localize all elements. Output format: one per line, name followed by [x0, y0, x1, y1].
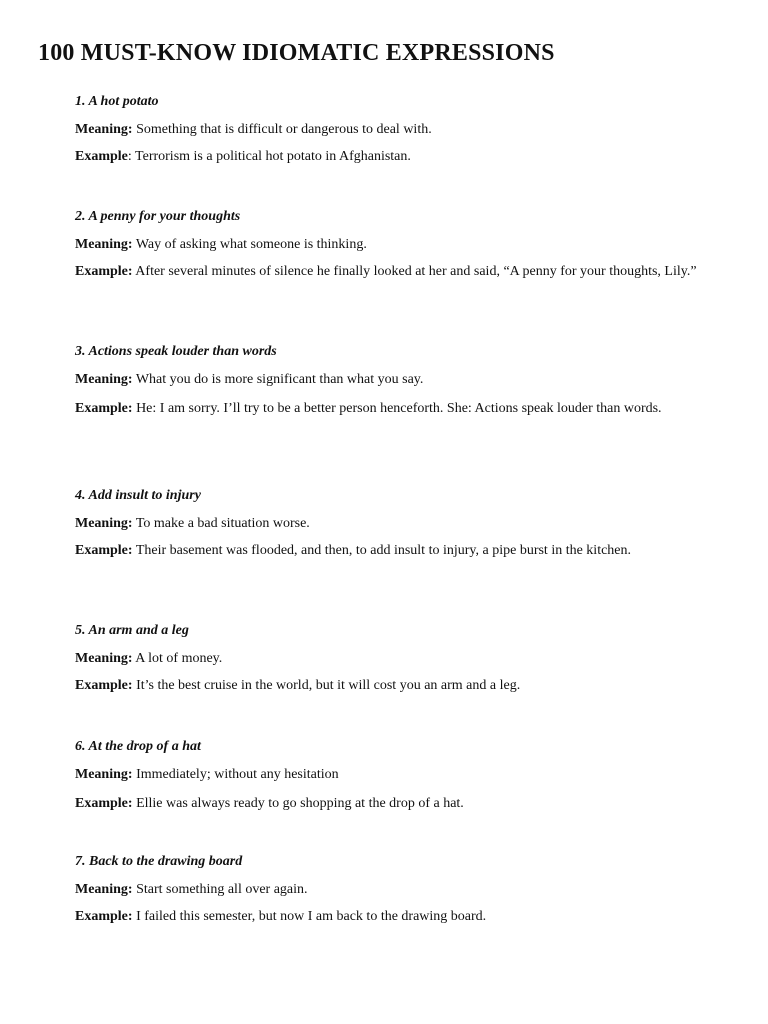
example-label: Example: — [75, 543, 133, 558]
meaning-text: To make a bad situation worse. — [135, 516, 310, 531]
example-text: After several minutes of silence he finally looked at her and said, “A penny for your thoughts, Lily.” — [135, 264, 697, 279]
idiom-heading: 3. Actions speak louder than words — [75, 344, 277, 359]
idiom-heading: 2. A penny for your thoughts — [75, 209, 241, 224]
meaning-label: Meaning: — [75, 122, 133, 137]
example-label: Example: — [75, 796, 133, 811]
idiom-entry-1 — [75, 93, 705, 174]
meaning-line — [75, 765, 705, 784]
example-text: He: I am sorry. I’ll try to be a better person henceforth. She: Actions speak louder than words. — [136, 401, 662, 416]
example-label: Example — [75, 149, 128, 164]
example-text: Their basement was flooded, and then, to add insult to injury, a pipe burst in the kitchen. — [135, 543, 632, 558]
example-label: Example: — [75, 909, 133, 924]
meaning-label: Meaning: — [75, 372, 133, 387]
meaning-text: Immediately; without any hesitation — [136, 767, 339, 782]
idiom-entry-5 — [75, 622, 705, 703]
example-line — [75, 676, 705, 695]
idiom-heading: 1. A hot potato — [75, 94, 159, 109]
idiom-entry-4 — [75, 487, 705, 568]
example-line — [75, 541, 705, 560]
meaning-line — [75, 370, 705, 389]
example-label: Example: — [75, 401, 133, 416]
idiom-entry-3 — [75, 343, 705, 429]
example-line — [75, 147, 705, 166]
example-colon: : — [127, 149, 132, 164]
example-text: I failed this semester, but now I am back to the drawing board. — [136, 909, 487, 924]
meaning-label: Meaning: — [75, 882, 133, 897]
meaning-line — [75, 120, 705, 139]
idiom-heading: 7. Back to the drawing board — [75, 854, 243, 869]
meaning-text: What you do is more significant than what you say. — [135, 372, 424, 387]
meaning-label: Meaning: — [75, 651, 133, 666]
example-line — [75, 907, 705, 926]
idiom-heading: 4. Add insult to injury — [75, 488, 201, 503]
example-text: Terrorism is a political hot potato in Afghanistan. — [135, 149, 411, 164]
meaning-line — [75, 880, 705, 899]
meaning-line — [75, 649, 705, 668]
example-label: Example: — [75, 264, 133, 279]
meaning-line — [75, 514, 705, 533]
meaning-label: Meaning: — [75, 767, 133, 782]
meaning-label: Meaning: — [75, 516, 133, 531]
idiom-entry-7 — [75, 853, 705, 934]
example-line — [75, 794, 705, 813]
meaning-label: Meaning: — [75, 237, 133, 252]
idiom-entry-2 — [75, 208, 705, 289]
idiom-heading: 5. An arm and a leg — [75, 623, 189, 638]
meaning-text: Something that is difficult or dangerous to deal with. — [136, 122, 432, 137]
meaning-text: Start something all over again. — [136, 882, 308, 897]
meaning-text: Way of asking what someone is thinking. — [135, 237, 367, 252]
example-line — [75, 262, 705, 281]
meaning-text: A lot of money. — [135, 651, 223, 666]
meaning-line — [75, 235, 705, 254]
example-text: Ellie was always ready to go shopping at the drop of a hat. — [136, 796, 464, 811]
idiom-entry-6 — [75, 738, 705, 821]
page-title: 100 MUST-KNOW IDIOMATIC EXPRESSIONS — [38, 40, 555, 66]
example-text: It’s the best cruise in the world, but it will cost you an arm and a leg. — [136, 678, 521, 693]
example-label: Example: — [75, 678, 133, 693]
example-line — [75, 397, 705, 421]
idiom-heading: 6. At the drop of a hat — [75, 739, 201, 754]
